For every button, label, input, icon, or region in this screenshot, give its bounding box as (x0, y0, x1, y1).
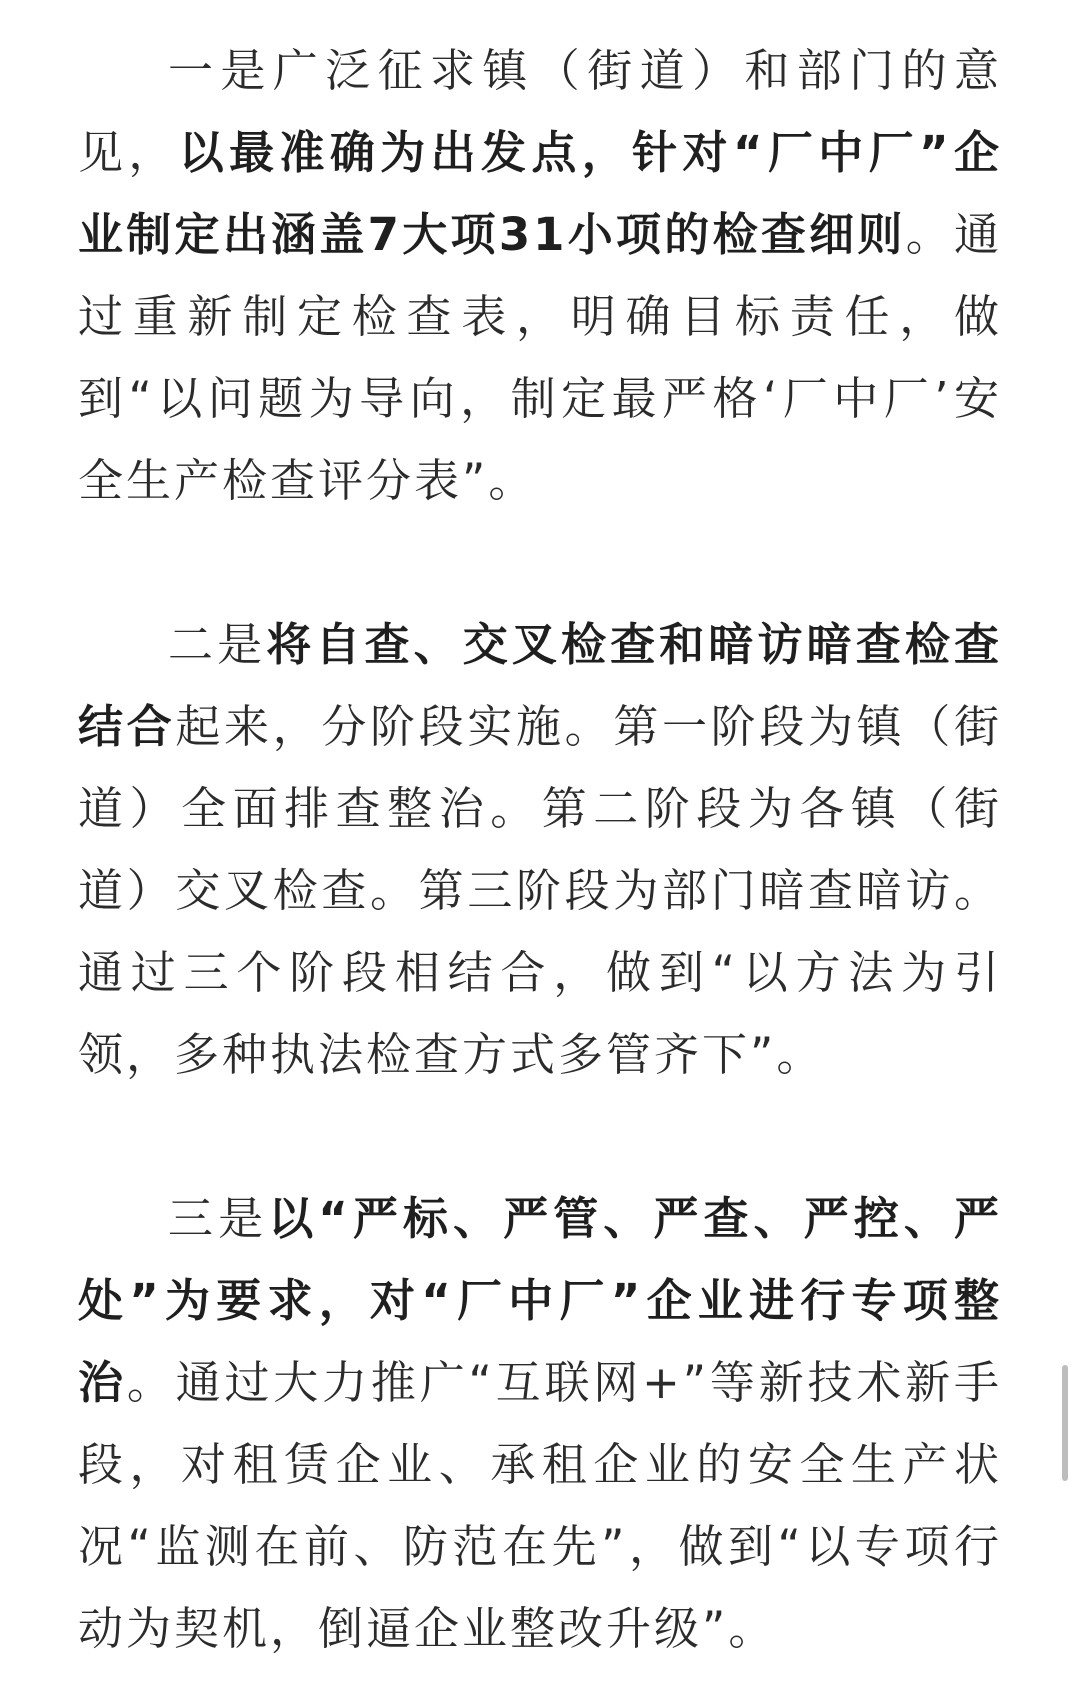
paragraph-text: 三是 (168, 1192, 269, 1245)
paragraph-text: 一是广泛征求镇（街道）和部门的意见， (78, 44, 1002, 179)
paragraph-3 (78, 1178, 1002, 1670)
article-body (78, 30, 1002, 1670)
paragraph-2 (78, 604, 1002, 1096)
paragraph-bold-text: 以“严标、严管、严查、严控、严处”为要求，对“厂中厂”企业进行专项整治 (78, 1192, 1002, 1409)
paragraph-text: 起来，分阶段实施。第一阶段为镇（街道）全面排查整治。第二阶段为各镇（街道）交叉检查。第三阶段为部门暗查暗访。通过三个阶段相结合，做到“以方法为引领，多种执法检查方式多管齐下”。 (78, 700, 1002, 1081)
paragraph-bold-text: 以最准确为出发点，针对“厂中厂”企业制定出涵盖7大项31小项的检查细则 (78, 126, 1002, 261)
scrollbar-thumb[interactable] (1062, 1365, 1068, 1481)
paragraph-text: 。通过大力推广“互联网+”等新技术新手段，对租赁企业、承租企业的安全生产状况“监测在前、防范在先”，做到“以专项行动为契机，倒逼企业整改升级”。 (78, 1356, 1002, 1655)
paragraph-text: 。通过重新制定检查表，明确目标责任，做到“以问题为导向，制定最严格‘厂中厂’安全生产检查评分表”。 (78, 208, 1002, 507)
paragraph-text: 二是 (168, 618, 267, 671)
paragraph-bold-text: 将自查、交叉检查和暗访暗查检查结合 (78, 618, 1002, 753)
paragraph-1 (78, 30, 1002, 522)
